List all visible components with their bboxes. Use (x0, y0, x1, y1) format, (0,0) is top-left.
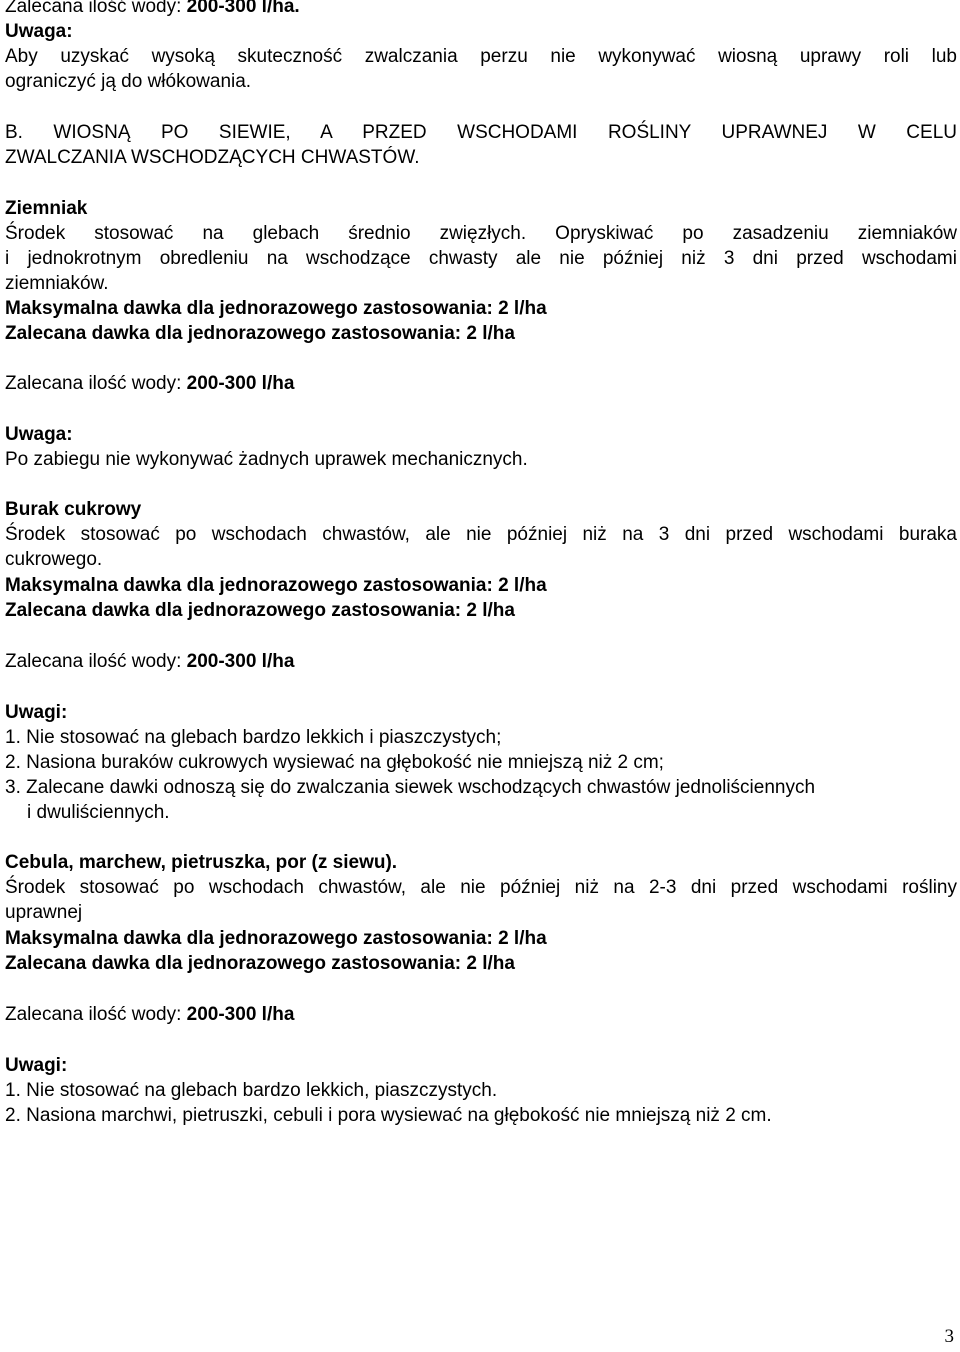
paragraph-line: ziemniaków. (5, 273, 109, 294)
paragraph-line: Środek stosować na glebach średnio zwięzłych. Opryskiwać po zasadzeniu ziemniaków (5, 223, 957, 244)
paragraph-line: Środek stosować po wschodach chwastów, ale nie później niż na 3 dni przed wschodami buraka (5, 524, 957, 545)
water-amount-line (5, 651, 294, 673)
water-amount-line (5, 0, 300, 18)
note-text-line: Po zabiegu nie wykonywać żadnych uprawek mechanicznych. (5, 449, 528, 470)
max-dose-line: Maksymalna dawka dla jednorazowego zastosowania: 2 l/ha (5, 928, 547, 949)
paragraph-line: i jednokrotnym obredleniu na wschodzące chwasty ale nie później niż 3 dni przed wschodami (5, 248, 957, 269)
max-dose-line: Maksymalna dawka dla jednorazowego zastosowania: 2 l/ha (5, 298, 547, 319)
crop-heading-onion-carrot: Cebula, marchew, pietruszka, por (z siewu). (5, 852, 398, 873)
paragraph-line: uprawnej (5, 902, 83, 923)
water-amount-value: 200-300 l/ha. (186, 0, 300, 17)
max-dose-line: Maksymalna dawka dla jednorazowego zastosowania: 2 l/ha (5, 575, 547, 596)
note-text-line: Aby uzyskać wysoką skuteczność zwalczania perzu nie wykonywać wiosną uprawy roli lub (5, 46, 957, 67)
note-item: 1. Nie stosować na glebach bardzo lekkich, piaszczystych. (5, 1080, 498, 1101)
note-item: 2. Nasiona marchwi, pietruszki, cebuli i pora wysiewać na głębokość nie mniejszą niż 2 cm. (5, 1105, 772, 1126)
recommended-dose-line: Zalecana dawka dla jednorazowego zastosowania: 2 l/ha (5, 600, 515, 621)
water-amount-value: 200-300 l/ha (186, 651, 295, 672)
notes-heading: Uwagi: (5, 702, 68, 723)
note-item-cont: i dwuliściennych. (27, 802, 170, 823)
water-amount-line (5, 373, 294, 395)
note-heading: Uwaga: (5, 424, 73, 445)
water-amount-label: Zalecana ilość wody: (5, 651, 187, 672)
note-item: 2. Nasiona buraków cukrowych wysiewać na głębokość nie mniejszą niż 2 cm; (5, 752, 664, 773)
note-item: 1. Nie stosować na glebach bardzo lekkich i piaszczystych; (5, 727, 502, 748)
water-amount-line (5, 1004, 294, 1026)
note-item: 3. Zalecane dawki odnoszą się do zwalczania siewek wschodzących chwastów jednoliściennych (5, 777, 816, 798)
paragraph-line: Środek stosować po wschodach chwastów, ale nie później niż na 2-3 dni przed wschodami rośliny (5, 877, 957, 898)
water-amount-value: 200-300 l/ha (186, 1004, 295, 1025)
section-b-heading: B. WIOSNĄ PO SIEWIE, A PRZED WSCHODAMI ROŚLINY UPRAWNEJ W CELU (5, 122, 957, 143)
recommended-dose-line: Zalecana dawka dla jednorazowego zastosowania: 2 l/ha (5, 953, 515, 974)
water-amount-label: Zalecana ilość wody: (5, 373, 187, 394)
water-amount-label: Zalecana ilość wody: (5, 0, 187, 17)
note-text-line: ograniczyć ją do włókowania. (5, 71, 252, 92)
notes-heading: Uwagi: (5, 1055, 68, 1076)
note-heading: Uwaga: (5, 21, 73, 42)
section-b-heading-cont: ZWALCZANIA WSCHODZĄCYCH CHWASTÓW. (5, 147, 420, 168)
paragraph-line: cukrowego. (5, 549, 103, 570)
water-amount-value: 200-300 l/ha (186, 373, 295, 394)
crop-heading-potato: Ziemniak (5, 198, 88, 219)
page-number: 3 (944, 1326, 954, 1347)
water-amount-label: Zalecana ilość wody: (5, 1004, 187, 1025)
recommended-dose-line: Zalecana dawka dla jednorazowego zastosowania: 2 l/ha (5, 323, 515, 344)
crop-heading-sugar-beet: Burak cukrowy (5, 499, 142, 520)
